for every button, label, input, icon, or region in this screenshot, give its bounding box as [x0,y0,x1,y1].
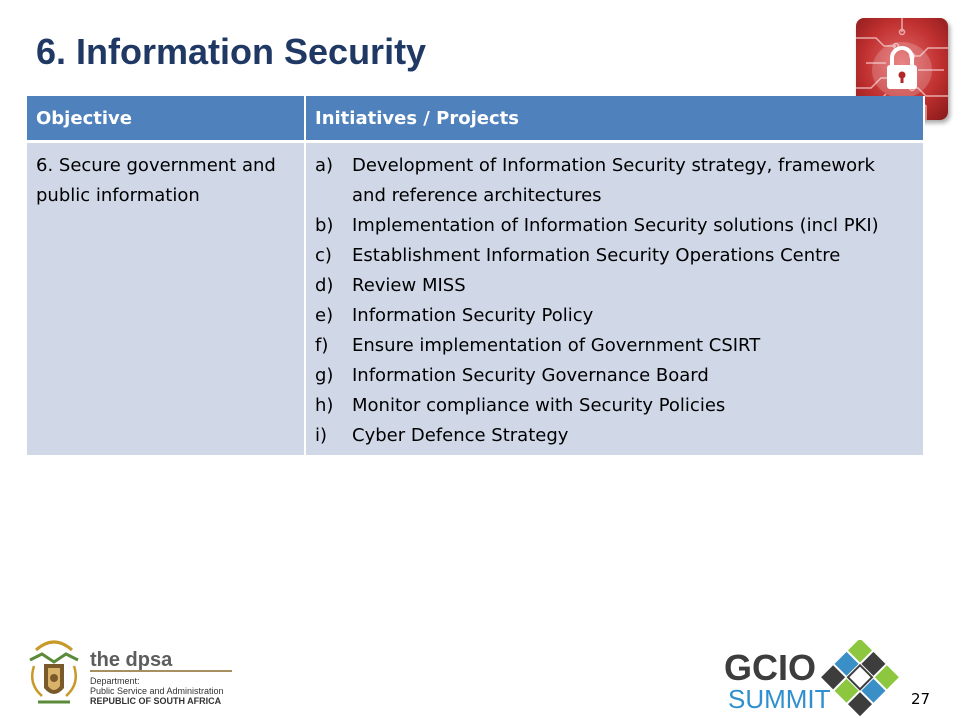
objectives-table [27,96,925,455]
list-item [315,241,914,271]
item-letter: g) [315,365,334,386]
header-initiatives: Initiatives / Projects [305,96,924,142]
item-letter: d) [315,275,334,296]
gcio-summit-logo [724,640,904,716]
summit-text: SUMMIT [728,684,831,714]
list-item [315,421,914,451]
item-text: Monitor compliance with Security Policies [352,395,726,416]
item-text: Development of Information Security strategy, framework and reference architectures [352,155,875,206]
item-letter: i) [315,425,328,446]
list-item [315,271,914,301]
header-objective: Objective [27,96,305,142]
table-row [27,142,924,456]
list-item [315,151,914,211]
item-letter: b) [315,215,334,236]
dpsa-name: the dpsa [90,649,173,671]
initiatives-list [315,151,914,451]
item-letter: f) [315,335,329,356]
item-text: Ensure implementation of Government CSIRT [352,335,761,356]
dpsa-logo [24,636,244,712]
item-text: Establishment Information Security Operations Centre [352,245,841,266]
list-item [315,211,914,241]
list-item [315,391,914,421]
item-text: Implementation of Information Security solutions (incl PKI) [352,215,879,236]
item-letter: c) [315,245,332,266]
item-text: Cyber Defence Strategy [352,425,569,446]
item-text: Information Security Policy [352,305,594,326]
item-letter: h) [315,395,334,416]
slide-title: 6. Information Security [36,31,427,72]
objective-text: 6. Secure government and public information [36,155,276,206]
coat-of-arms-icon [30,642,78,702]
item-letter: e) [315,305,334,326]
list-item [315,361,914,391]
list-item [315,331,914,361]
item-letter: a) [315,155,334,176]
item-text: Review MISS [352,275,466,296]
diamond-grid-icon [821,640,899,716]
list-item [315,301,914,331]
dpsa-line-1: Department: [90,676,140,686]
dpsa-line-2: Public Service and Administration [90,686,224,696]
item-text: Information Security Governance Board [352,365,709,386]
page-number: 27 [911,690,931,708]
gcio-text: GCIO [724,647,817,688]
table-header-row [27,96,924,142]
initiatives-cell [305,142,924,456]
objective-cell [27,142,305,456]
dpsa-line-3: REPUBLIC OF SOUTH AFRICA [90,696,222,706]
